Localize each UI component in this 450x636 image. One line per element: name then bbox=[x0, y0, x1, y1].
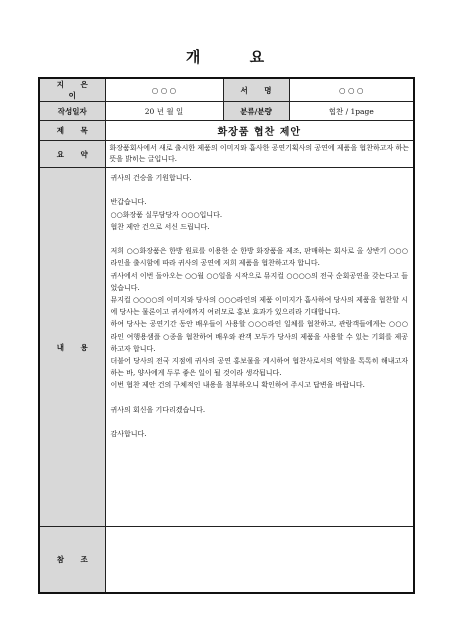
content-label: 내 용 bbox=[39, 168, 105, 527]
content-paragraph: 이번 협찬 제안 건의 구체적인 내용을 첨부하오니 확인하여 주시고 답변을 바랍니다. bbox=[110, 381, 365, 390]
content-paragraph: 반갑습니다. bbox=[110, 198, 147, 207]
content-paragraph bbox=[111, 392, 409, 404]
summary-label: 요 약 bbox=[39, 141, 105, 168]
date-value[interactable]: 20 년 월 일 bbox=[105, 102, 223, 121]
category-value[interactable]: 협찬 / 1page bbox=[289, 102, 414, 121]
summary-row bbox=[39, 141, 414, 168]
content-paragraph bbox=[111, 416, 409, 428]
content-paragraph: 귀사에서 이번 돌아오는 ○○월 ○○일을 시작으로 뮤지컬 ○○○○의 전국 순회공연을 갖는다고 들었습니다. bbox=[110, 271, 408, 292]
content-paragraph: ○○화장품 실무담당자 ○○○입니다. bbox=[110, 210, 223, 219]
subject-row bbox=[39, 121, 414, 141]
content-row bbox=[39, 168, 414, 527]
author-label: 지 은 이 bbox=[39, 78, 105, 102]
document-table bbox=[38, 77, 415, 594]
signature-value[interactable]: ○ ○ ○ bbox=[289, 78, 414, 102]
subject-label: 제 목 bbox=[39, 121, 105, 141]
reference-row bbox=[39, 527, 414, 593]
content-paragraph: 귀사의 건승을 기원합니다. bbox=[110, 174, 192, 182]
date-label: 작성일자 bbox=[39, 102, 105, 121]
reference-value[interactable] bbox=[105, 527, 414, 593]
category-label: 분류/분량 bbox=[223, 102, 289, 121]
author-value[interactable]: ○ ○ ○ bbox=[105, 78, 223, 102]
content-paragraph: 하여 당사는 공연기간 동안 배우들이 사용할 ○○○라인 일체를 협찬하고, 관람객들에게는 ○○○라인 여행용샘플 ○종을 협찬하여 배우와 관객 모두가 당사의 제품을 사용할 수 있는 기회를 제공하고자 합니다. bbox=[110, 320, 408, 353]
summary-value[interactable]: 화장품회사에서 새로 출시한 제품의 이미지와 흡사한 공연기획사의 공연에 제품을 협찬하고자 하는 뜻을 밝히는 글입니다. bbox=[105, 141, 414, 168]
content-paragraph: 뮤지컬 ○○○○의 이미지와 당사의 ○○○라인의 제품 이미지가 흡사하여 당사의 제품을 협찬할 시에 당사는 물론이고 귀사에까지 여러모로 홍보 효과가 있으리라 기대합니다. bbox=[110, 296, 408, 317]
reference-label: 참 조 bbox=[39, 527, 105, 593]
content-paragraphs bbox=[111, 172, 409, 440]
content-paragraph: 더불어 당사의 전국 지점에 귀사의 공연 홍보물을 게시하여 협찬사로서의 역할을 톡톡히 해내고자 하는 바, 양사에게 두루 좋은 일이 될 것이라 생각됩니다. bbox=[110, 357, 408, 378]
content-paragraph: 귀사의 회신을 기다리겠습니다. bbox=[110, 405, 206, 414]
content-paragraph: 협찬 제안 건으로 서신 드립니다. bbox=[110, 222, 210, 231]
content-paragraph bbox=[111, 233, 409, 245]
content-paragraph: 저희 ○○화장품은 한방 원료를 이용한 순 한방 화장품을 제조, 판매하는 회사로 올 상반기 ○○○라인을 출시함에 따라 귀사의 공연에 저희 제품을 협찬하고자 합니다. bbox=[110, 247, 408, 268]
author-row bbox=[39, 78, 414, 102]
signature-label: 서 명 bbox=[223, 78, 289, 102]
date-row bbox=[39, 102, 414, 121]
subject-value[interactable]: 화장품 협찬 제안 bbox=[105, 121, 414, 141]
document-title: 개 요 bbox=[185, 48, 287, 66]
content-body[interactable] bbox=[105, 168, 414, 527]
content-paragraph: 감사합니다. bbox=[110, 430, 147, 439]
content-paragraph bbox=[111, 184, 409, 196]
